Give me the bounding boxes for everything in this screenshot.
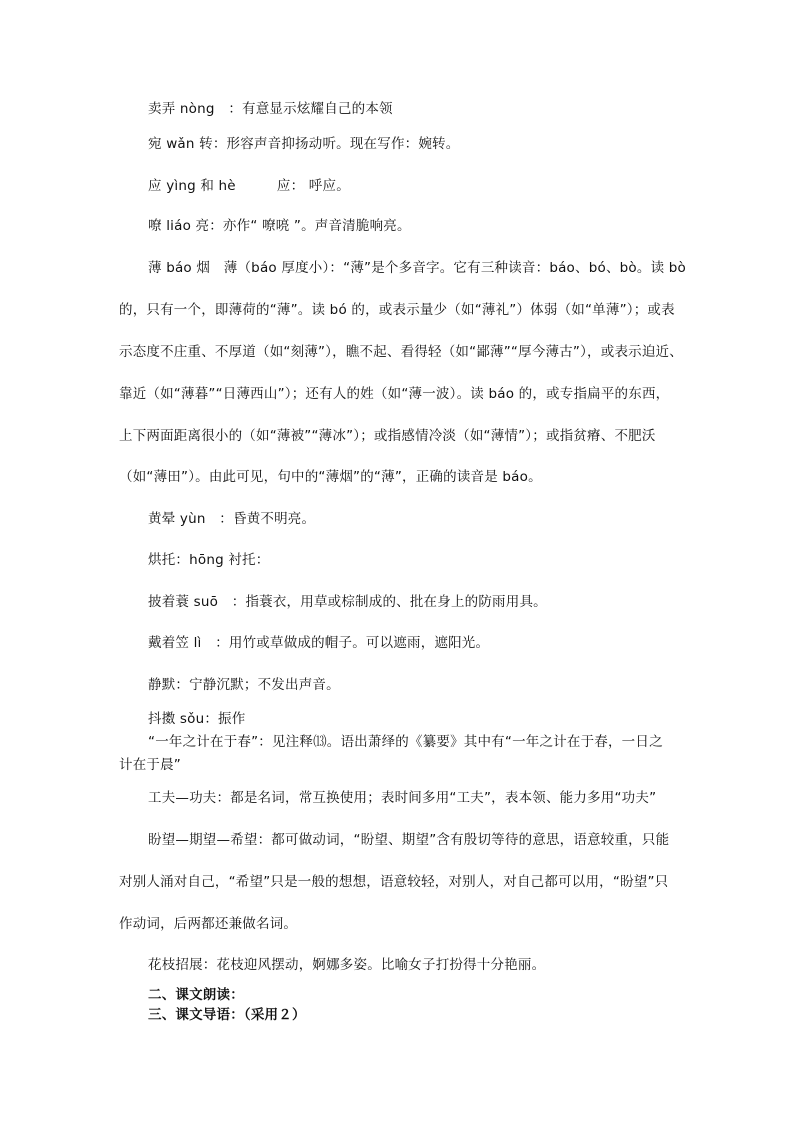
vocab-entry-suo: 披着蓑 suō ：指蓑衣，用草或棕制成的、批在身上的防雨用具。 xyxy=(148,594,547,610)
vocab-entry-huangyun: 黄晕 yùn ：昏黄不明亮。 xyxy=(148,511,316,527)
vocab-entry-dousou: 抖擞 sǒu：振作 xyxy=(148,711,246,727)
vocab-entry-yinghe: 应 yìng 和 hè 应： 呼应。 xyxy=(148,178,350,194)
vocab-entry-li: 戴着笠 lì ：用竹或草做成的帽子。可以遮雨，遮阳光。 xyxy=(148,635,490,651)
vocab-entry-huazhi: 花枝招展：花枝迎风摆动，婀娜多姿。比喻女子打扮得十分艳丽。 xyxy=(148,957,546,973)
vocab-entry-yinian: “一年之计在于春”：见注释⒀。语出萧绎的《纂要》其中有“一年之计在于春，一日之 xyxy=(148,734,663,750)
paragraph-line: （如“薄田”）。由此可见，句中的“薄烟”的“薄”，正确的读音是 báo。 xyxy=(119,469,542,485)
vocab-entry-gongfu: 工夫—功夫：都是名词，常互换使用；表时间多用“工夫”，表本领、能力多用“功夫” xyxy=(148,790,657,806)
section-heading-reading: 二、课文朗读： xyxy=(148,987,244,1003)
vocab-entry-baoyan: 薄 báo 烟 薄（báo 厚度小）：“薄”是个多音字。它有三种读音：báo、bó、bò。读 bò xyxy=(148,260,686,276)
paragraph-line: 作动词，后两都还兼做名词。 xyxy=(119,916,298,932)
paragraph-line: 的，只有一个，即薄荷的“薄”。读 bó 的，或表示量少（如“薄礼”）体弱（如“单薄”）；或表 xyxy=(119,302,675,318)
paragraph-line: 计在于晨” xyxy=(119,757,181,773)
vocab-entry-hongtuo: 烘托：hōng 衬托： xyxy=(148,552,270,568)
vocab-entry-panwang: 盼望—期望—希望：都可做动词，“盼望、期望”含有殷切等待的意思，语意较重，只能 xyxy=(148,832,670,848)
paragraph-line: 上下两面距离很小的（如“薄被”“薄冰”）；或指感情冷淡（如“薄情”）；或指贫瘠、不肥沃 xyxy=(119,428,656,444)
paragraph-line: 示态度不庄重、不厚道（如“刻薄”），瞧不起、看得轻（如“鄙薄”“厚今薄古”），或表示迫近、 xyxy=(119,344,683,360)
paragraph-line: 对别人涌对自己，“希望”只是一般的想想，语意较轻，对别人，对自己都可以用，“盼望”只 xyxy=(119,874,669,890)
vocab-entry-jingmo: 静默：宁静沉默；不发出声音。 xyxy=(148,677,340,693)
paragraph-line: 靠近（如“薄暮”“日薄西山”）；还有人的姓（如“薄一波）。读 báo 的，或专指扁平的东西， xyxy=(119,386,670,402)
vocab-entry-wanzhuan: 宛 wǎn 转：形容声音抑扬动听。现在写作：婉转。 xyxy=(148,136,460,152)
vocab-entry-maina: 卖弄 nòng ：有意显示炫耀自己的本领 xyxy=(148,101,393,117)
vocab-entry-liaoliang: 嘹 liáo 亮：亦作“ 嘹喨 ”。声音清脆响亮。 xyxy=(148,218,411,234)
section-heading-intro: 三、课文导语：（采用２） xyxy=(148,1007,306,1023)
